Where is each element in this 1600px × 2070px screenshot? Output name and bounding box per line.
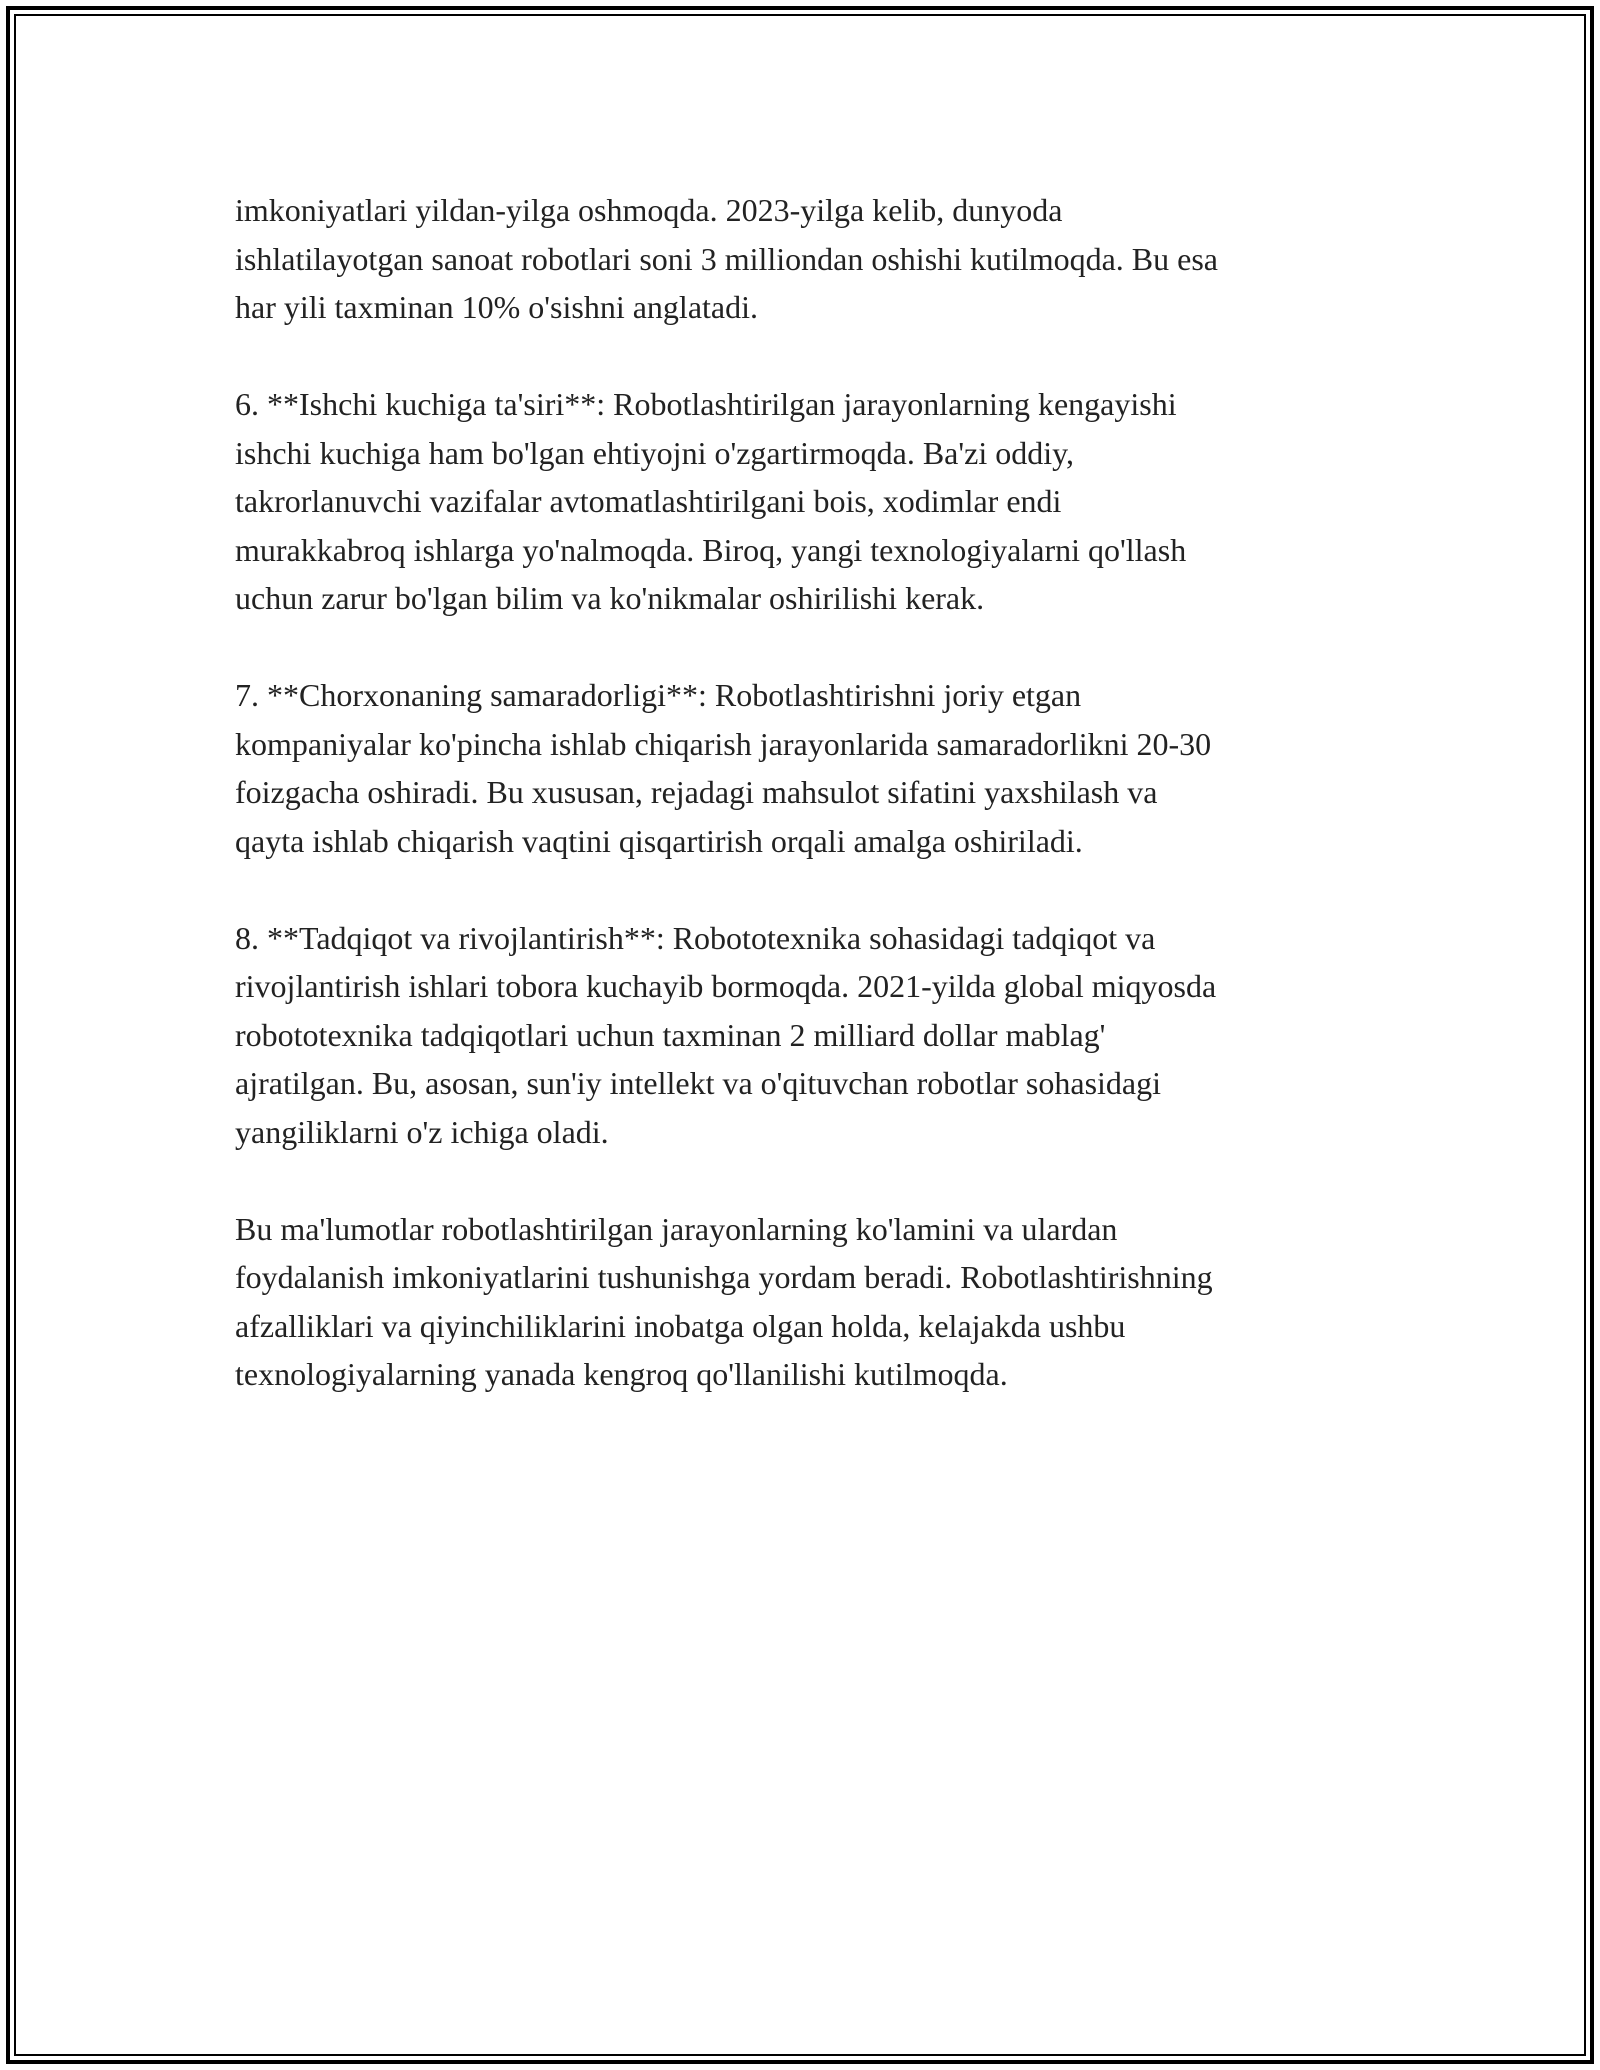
paragraph-efficiency [235,671,1385,865]
text-line: takrorlanuvchi vazifalar avtomatlashtirilgani bois, xodimlar endi [235,483,1062,519]
text-line: ishchi kuchiga ham bo'lgan ehtiyojni o'zgartirmoqda. Ba'zi oddiy, [235,434,1075,471]
text-line: uchun zarur bo'lgan bilim va ko'nikmalar oshirilishi kerak. [235,580,985,616]
text-line: foydalanish imkoniyatlarini tushunishga yordam beradi. Robotlashtirishning [235,1259,1213,1295]
document-body [235,186,1385,1447]
paragraph-research [235,914,1385,1157]
text-line: ishlatilayotgan sanoat robotlari soni 3 milliondan oshishi kutilmoqda. Bu esa [235,240,1218,277]
text-line: yangiliklarni o'z ichiga oladi. [235,1113,609,1150]
text-line: afzalliklari va qiyinchiliklarini inobatga olgan holda, kelajakda ushbu [235,1307,1126,1344]
paragraph-workforce-impact [235,380,1385,623]
paragraph-conclusion [235,1205,1385,1399]
text-line: Bu ma'lumotlar robotlashtirilgan jarayonlarning ko'lamini va ulardan [235,1210,1118,1247]
text-line: 8. **Tadqiqot va rivojlantirish**: Robototexnika sohasidagi tadqiqot va [235,919,1156,956]
text-line: kompaniyalar ko'pincha ishlab chiqarish jarayonlarida samaradorlikni 20-30 [235,725,1212,762]
text-line: robototexnika tadqiqotlari uchun taxminan 2 milliard dollar mablag' [235,1016,1106,1053]
text-line: foizgacha oshiradi. Bu xususan, rejadagi mahsulot sifatini yaxshilash va [235,774,1158,810]
text-line: har yili taxminan 10% o'sishni anglatadi. [235,289,758,325]
text-line: imkoniyatlari yildan-yilga oshmoqda. 2023-yilga kelib, dunyoda [235,192,1063,228]
text-line: murakkabroq ishlarga yo'nalmoqda. Biroq, yangi texnologiyalarni qo'llash [235,531,1187,568]
text-line: texnologiyalarning yanada kengroq qo'llanilishi kutilmoqda. [235,1356,1008,1392]
text-line: qayta ishlab chiqarish vaqtini qisqartirish orqali amalga oshiriladi. [235,822,1083,859]
text-line: ajratilgan. Bu, asosan, sun'iy intellekt va o'qituvchan robotlar sohasidagi [235,1065,1161,1101]
text-line: 7. **Chorxonaning samaradorligi**: Robotlashtirishni joriy etgan [235,677,1082,713]
text-line: 6. **Ishchi kuchiga ta'siri**: Robotlashtirilgan jarayonlarning kengayishi [235,386,1177,422]
paragraph-robot-growth [235,186,1385,332]
text-line: rivojlantirish ishlari tobora kuchayib bormoqda. 2021-yilda global miqyosda [235,968,1217,1004]
